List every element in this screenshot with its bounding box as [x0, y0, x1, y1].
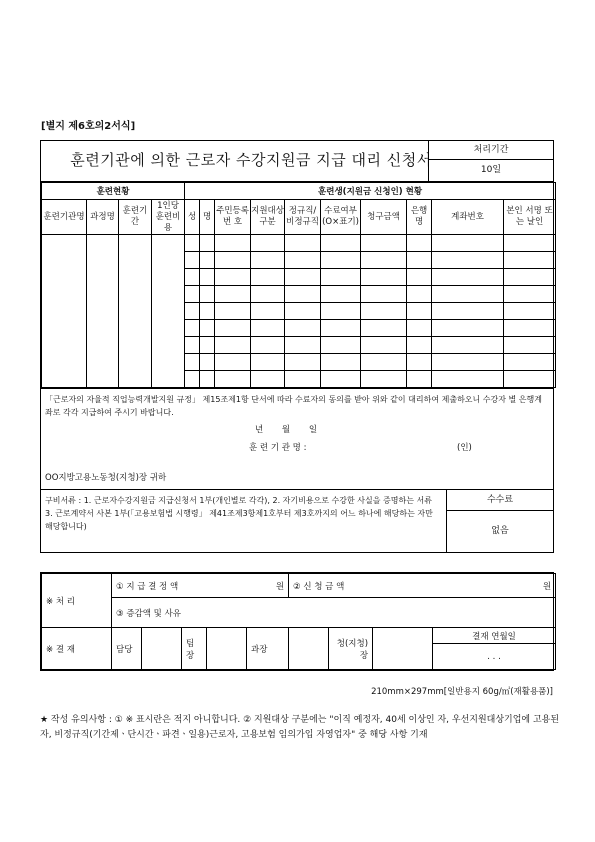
- processing-period-box: [428, 141, 553, 181]
- trainee-cell[interactable]: [361, 303, 407, 320]
- trainee-cell[interactable]: [361, 354, 407, 371]
- trainee-cell[interactable]: [200, 371, 215, 388]
- trainee-cell[interactable]: [432, 337, 504, 354]
- trainee-cell[interactable]: [321, 371, 361, 388]
- approval-staff: 담당: [112, 628, 142, 670]
- trainee-cell[interactable]: [251, 286, 285, 303]
- col-header: 주민등록 번 호: [215, 200, 251, 235]
- institution-name-label: 훈 련 기 관 명 :: [249, 443, 307, 453]
- trainee-cell[interactable]: [251, 320, 285, 337]
- trainee-cell[interactable]: [251, 337, 285, 354]
- trainee-cell[interactable]: [200, 235, 215, 252]
- approval-section-chief: 과장: [247, 628, 289, 670]
- col-header: 1인당 훈련비용: [152, 200, 185, 235]
- col-header: 과정명: [87, 200, 119, 235]
- col-header: 성: [185, 200, 200, 235]
- trainee-cell[interactable]: [215, 354, 251, 371]
- trainee-cell[interactable]: [407, 252, 432, 269]
- trainee-cell[interactable]: [200, 337, 215, 354]
- trainee-cell[interactable]: [185, 320, 200, 337]
- approval-director: 청(지청)장: [329, 628, 373, 670]
- trainee-cell[interactable]: [185, 269, 200, 286]
- trainee-cell[interactable]: [215, 320, 251, 337]
- processing-period-label: 처리기간: [429, 141, 553, 160]
- trainee-cell[interactable]: [251, 354, 285, 371]
- trainee-cell[interactable]: [504, 354, 556, 371]
- trainee-cell[interactable]: [504, 337, 556, 354]
- signature-date: 년 월 일: [255, 425, 326, 435]
- trainee-cell[interactable]: [504, 320, 556, 337]
- trainee-cell[interactable]: [215, 371, 251, 388]
- trainee-table: [41, 182, 556, 388]
- trainee-cell[interactable]: [321, 337, 361, 354]
- trainee-cell[interactable]: [200, 354, 215, 371]
- col-header: 훈련기관명: [42, 200, 87, 235]
- col-header: 수료여부 (O×표기): [321, 200, 361, 235]
- trainee-cell[interactable]: [321, 252, 361, 269]
- table-row: [42, 235, 556, 252]
- trainee-cell[interactable]: [251, 252, 285, 269]
- trainee-cell[interactable]: [321, 303, 361, 320]
- trainee-cell[interactable]: [407, 303, 432, 320]
- trainee-cell[interactable]: [251, 371, 285, 388]
- fee-value: 없음: [491, 526, 509, 536]
- trainee-cell[interactable]: [285, 235, 321, 252]
- trainee-cell[interactable]: [361, 337, 407, 354]
- trainee-cell[interactable]: [361, 320, 407, 337]
- won-unit: 원: [275, 581, 285, 592]
- trainee-cell[interactable]: [185, 354, 200, 371]
- recipient-office: OO지방고용노동청(지청)장 귀하: [45, 473, 167, 483]
- trainee-cell[interactable]: [407, 320, 432, 337]
- trainee-cell[interactable]: [215, 337, 251, 354]
- trainee-cell[interactable]: [432, 354, 504, 371]
- trainee-cell[interactable]: [200, 320, 215, 337]
- trainee-cell[interactable]: [251, 303, 285, 320]
- col-header: 은행명: [407, 200, 432, 235]
- training-cell[interactable]: [119, 235, 152, 388]
- trainee-cell[interactable]: [215, 235, 251, 252]
- trainee-cell[interactable]: [321, 235, 361, 252]
- trainee-cell[interactable]: [361, 269, 407, 286]
- won-unit: 원: [542, 581, 552, 592]
- trainee-cell[interactable]: [407, 286, 432, 303]
- trainee-cell[interactable]: [407, 371, 432, 388]
- trainee-cell[interactable]: [285, 371, 321, 388]
- training-cell[interactable]: [87, 235, 119, 388]
- trainee-cell[interactable]: [185, 286, 200, 303]
- difference-reason-label: ③ 증감액 및 사유: [112, 598, 556, 628]
- col-header: 청구금액: [361, 200, 407, 235]
- application-form: [40, 140, 554, 553]
- fee-label: 수수료: [447, 490, 553, 511]
- approval-team-leader: 팀장: [182, 628, 207, 670]
- section-trainee-status: 훈련생(지원금 신청인) 현황: [185, 183, 556, 200]
- trainee-cell[interactable]: [215, 252, 251, 269]
- trainee-cell[interactable]: [432, 371, 504, 388]
- section-training-status: 훈련현황: [42, 183, 185, 200]
- trainee-cell[interactable]: [432, 320, 504, 337]
- processing-label: ※ 처 리: [42, 574, 112, 628]
- page-title: 훈련기관에 의한 근로자 수강지원금 지급 대리 신청서: [70, 151, 432, 169]
- trainee-cell[interactable]: [285, 303, 321, 320]
- request-amount-label: ② 신 청 금 액 원: [289, 574, 556, 598]
- trainee-cell[interactable]: [321, 286, 361, 303]
- trainee-cell[interactable]: [251, 235, 285, 252]
- approval-label: ※ 결 재: [42, 628, 112, 670]
- processing-section: [40, 572, 554, 671]
- trainee-cell[interactable]: [200, 286, 215, 303]
- col-header: 정규직/ 비정규직: [285, 200, 321, 235]
- trainee-cell[interactable]: [185, 371, 200, 388]
- trainee-cell[interactable]: [215, 269, 251, 286]
- trainee-cell[interactable]: [504, 286, 556, 303]
- decision-amount-label: ① 지 급 결 정 액 원: [112, 574, 289, 598]
- trainee-cell[interactable]: [185, 235, 200, 252]
- trainee-cell[interactable]: [432, 303, 504, 320]
- trainee-cell[interactable]: [432, 269, 504, 286]
- trainee-cell[interactable]: [185, 303, 200, 320]
- trainee-cell[interactable]: [361, 235, 407, 252]
- trainee-cell[interactable]: [285, 286, 321, 303]
- trainee-cell[interactable]: [185, 252, 200, 269]
- trainee-cell[interactable]: [504, 303, 556, 320]
- col-header: 본인 서명 또는 날인: [504, 200, 556, 235]
- signature-block: [41, 421, 553, 469]
- approval-date-value: . . .: [433, 644, 556, 670]
- trainee-cell[interactable]: [321, 354, 361, 371]
- trainee-cell[interactable]: [432, 286, 504, 303]
- form-number: [별지 제6호의2서식]: [41, 121, 136, 132]
- processing-table: [41, 573, 556, 670]
- trainee-cell[interactable]: [432, 252, 504, 269]
- trainee-cell[interactable]: [504, 235, 556, 252]
- trainee-cell[interactable]: [285, 337, 321, 354]
- training-cell[interactable]: [152, 235, 185, 388]
- trainee-cell[interactable]: [200, 303, 215, 320]
- trainee-cell[interactable]: [185, 337, 200, 354]
- col-header: 명: [200, 200, 215, 235]
- trainee-cell[interactable]: [251, 269, 285, 286]
- trainee-cell[interactable]: [361, 286, 407, 303]
- trainee-cell[interactable]: [215, 286, 251, 303]
- trainee-cell[interactable]: [407, 269, 432, 286]
- processing-period-value: 10일: [480, 165, 502, 175]
- col-header: 지원대상 구분: [251, 200, 285, 235]
- trainee-cell[interactable]: [200, 269, 215, 286]
- trainee-cell[interactable]: [432, 235, 504, 252]
- trainee-cell[interactable]: [285, 320, 321, 337]
- trainee-cell[interactable]: [215, 303, 251, 320]
- trainee-cell[interactable]: [407, 354, 432, 371]
- col-header: 계좌번호: [432, 200, 504, 235]
- trainee-cell[interactable]: [285, 354, 321, 371]
- seal-mark: (인): [457, 443, 472, 453]
- training-cell[interactable]: [42, 235, 87, 388]
- attachments-row: [41, 489, 553, 552]
- trainee-cell[interactable]: [407, 337, 432, 354]
- trainee-cell[interactable]: [504, 252, 556, 269]
- fee-box: [446, 490, 553, 552]
- notice-text: 「근로자의 자율적 직업능력개발지원 규정」 제15조제1항 단서에 따라 수료자의 동의를 받아 위와 같이 대리하여 제출하오니 수강자 별 은행계좌로 각각 지급하여 주시기 바랍니다.: [41, 388, 553, 421]
- col-header: 훈련기간: [119, 200, 152, 235]
- trainee-cell[interactable]: [200, 252, 215, 269]
- writing-notes: ★ 작성 유의사항 : ① ※ 표시란은 적지 아니합니다. ② 지원대상 구분에는 "이직 예정자, 40세 이상인 자, 우선지원대상기업에 고용된 자, 비정규직(기간제ㆍ단시간ㆍ파견ㆍ일용)근로자, 고용보험 임의가입 자영업자" 중 해당 사항 기재: [40, 715, 560, 740]
- approval-date-label: 결재 연월일: [433, 628, 556, 644]
- paper-size-note: 210mm×297mm[일반용지 60g/㎡(재활용품)]: [371, 687, 553, 697]
- trainee-cell[interactable]: [321, 269, 361, 286]
- trainee-cell[interactable]: [361, 252, 407, 269]
- trainee-cell[interactable]: [504, 371, 556, 388]
- trainee-cell[interactable]: [285, 252, 321, 269]
- trainee-cell[interactable]: [504, 269, 556, 286]
- trainee-cell[interactable]: [285, 269, 321, 286]
- trainee-cell[interactable]: [361, 371, 407, 388]
- title-row: [41, 141, 553, 182]
- trainee-cell[interactable]: [407, 235, 432, 252]
- trainee-cell[interactable]: [321, 320, 361, 337]
- attachments-text: 구비서류 : 1. 근로자수강지원금 지급신청서 1부(개인별로 각각), 2. 자기비용으로 수강한 사실을 증명하는 서류 3. 근로계약서 사본 1부(「고용보험법 시행령」 제41조제3항제1호부터 제3호까지의 어느 하나에 해당하는 자만 해당합니다): [45, 496, 433, 531]
